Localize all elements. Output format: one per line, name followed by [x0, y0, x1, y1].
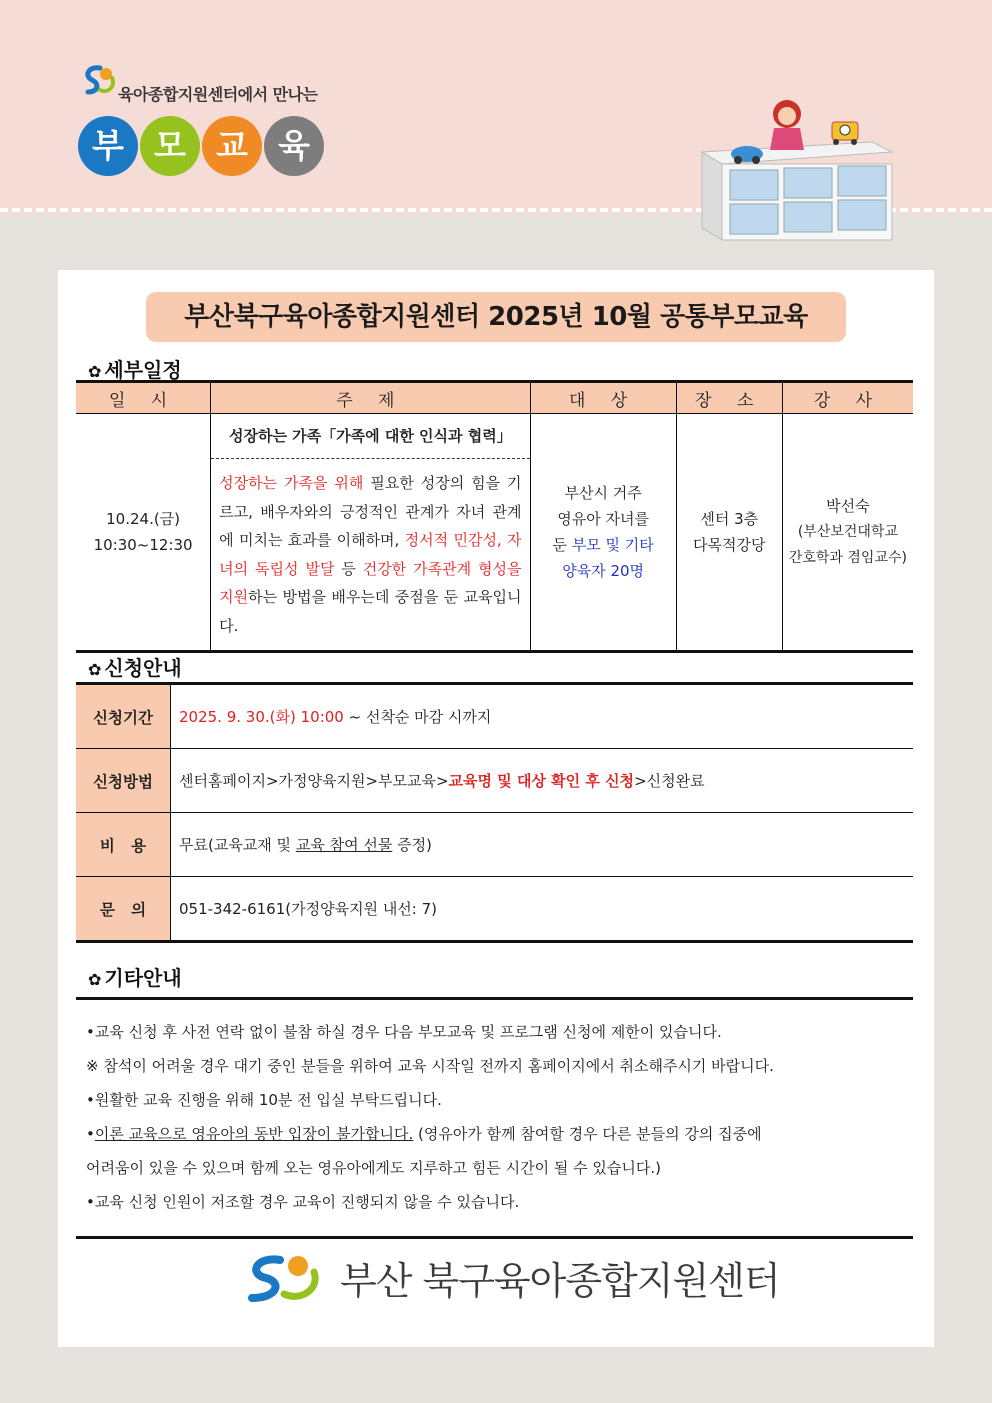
schedule-target: 부산시 거주 영유아 자녀를 둔 부모 및 기타 양육자 20명: [530, 414, 676, 652]
contact-label: 문 의: [76, 877, 171, 942]
schedule-date: 10.24.(금): [106, 510, 181, 528]
note-item: ※ 참석이 어려울 경우 대기 중인 분들을 위하여 교육 시작일 전까지 홈페이지에서 취소해주시기 바랍니다.: [86, 1057, 774, 1075]
period-value: 2025. 9. 30.(화) 10:00 ~ 선착순 마감 시까지: [171, 684, 914, 749]
flower-icon: ✿: [88, 660, 102, 679]
content-card: [58, 270, 934, 1347]
col-datetime: 일 시: [76, 382, 211, 414]
col-topic: 주 제: [211, 382, 530, 414]
cost-value: 무료(교육교재 및 교육 참여 선물 증정): [171, 813, 914, 877]
schedule-topic: [211, 414, 530, 652]
note-item: •이론 교육으로 영유아의 동반 입장이 불가합니다. (영유아가 함께 참여할 경우 다른 분들의 강의 집중에: [86, 1125, 762, 1143]
schedule-time: 10:30~12:30: [93, 536, 193, 554]
cost-label: 비 용: [76, 813, 171, 877]
schedule-table: [76, 380, 913, 653]
notes-list: [86, 1015, 906, 1219]
header-tagline: 육아종합지원센터에서 만나는: [118, 85, 318, 104]
apply-row-contact: [76, 877, 913, 942]
method-label: 신청방법: [76, 749, 171, 813]
schedule-row: [76, 414, 913, 652]
note-item: 어려움이 있을 수 있으며 함께 오는 영유아에게도 지루하고 힘든 시간이 될 수 있습니다.): [86, 1159, 661, 1177]
col-target: 대 상: [530, 382, 676, 414]
apply-row-method: [76, 749, 913, 813]
circle-mo: 모: [140, 116, 200, 176]
method-value: 센터홈페이지>가정양육지원>부모교육>교육명 및 대상 확인 후 신청>신청완료: [171, 749, 914, 813]
apply-row-period: [76, 684, 913, 749]
apply-table: [76, 682, 913, 943]
col-place: 장 소: [676, 382, 782, 414]
circle-yuk: 육: [264, 116, 324, 176]
toy-shelf-illustration: [692, 92, 900, 242]
flower-icon: ✿: [88, 362, 102, 381]
flower-icon: ✿: [88, 970, 102, 989]
footer-org-name: 부산 북구육아종합지원센터: [340, 1259, 780, 1303]
note-item: •교육 신청 인원이 저조할 경우 교육이 진행되지 않을 수 있습니다.: [86, 1193, 520, 1211]
circle-bu: 부: [78, 116, 138, 176]
note-item: •교육 신청 후 사전 연락 없이 불참 하실 경우 다음 부모교육 및 프로그램 신청에 제한이 있습니다.: [86, 1023, 722, 1041]
schedule-place: 센터 3층 다목적강당: [676, 414, 782, 652]
apply-heading: ✿ 신청안내: [88, 656, 182, 680]
schedule-lecturer: 박선숙 (부산보건대학교 간호학과 겸임교수): [788, 497, 907, 566]
schedule-heading: ✿ 세부일정: [88, 358, 182, 382]
etc-heading: ✿ 기타안내: [88, 966, 182, 990]
col-lecturer: 강 사: [782, 382, 913, 414]
center-logo-icon: [78, 60, 122, 104]
contact-value: 051-342-6161(가정양육지원 내선: 7): [179, 900, 438, 918]
footer-divider: [76, 1236, 913, 1239]
note-item: •원활한 교육 진행을 위해 10분 전 입실 부탁드립니다.: [86, 1091, 442, 1109]
center-logo-icon: [240, 1248, 330, 1308]
etc-divider: [76, 997, 913, 1000]
schedule-header-row: [76, 382, 913, 414]
topic-description: 성장하는 가족을 위해 필요한 성장의 힘을 기르고, 배우자와의 긍정적인 관계가 자녀 관계에 미치는 효과를 이해하며, 정서적 민감성, 자녀의 독립성 발달 등 건강한 가족관계 형성을 지원하는 방법을 배우는데 중점을 둔 교육입니다.: [219, 474, 522, 635]
circle-gyo: 교: [202, 116, 262, 176]
schedule-datetime: [76, 414, 211, 652]
period-label: 신청기간: [76, 684, 171, 749]
page-title: 부산북구육아종합지원센터 2025년 10월 공통부모교육: [146, 292, 846, 342]
topic-title: 성장하는 가족「가족에 대한 인식과 협력」: [211, 414, 529, 459]
apply-row-cost: [76, 813, 913, 877]
